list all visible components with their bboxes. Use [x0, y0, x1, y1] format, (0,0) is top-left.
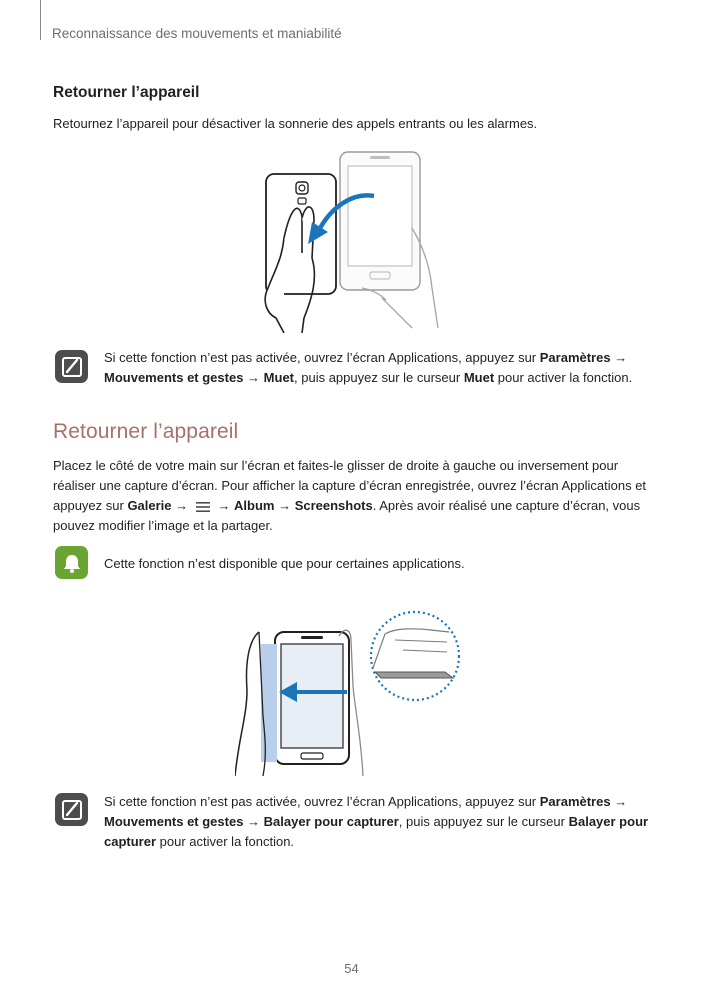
flip-note: Si cette fonction n’est pas activée, ouvrez l’écran Applications, appuyez sur Paramètres → Mouvements et gestes → Muet, puis appuyez sur le curseur Muet pour activer la fonction. [104, 350, 633, 385]
flip-description: Retournez l’appareil pour désactiver la sonnerie des appels entrants ou les alarmes. [53, 116, 538, 131]
note-icon [55, 793, 88, 826]
swipe-tip: Cette fonction n’est disponible que pour certaines applications. [104, 556, 465, 571]
header-rule [40, 0, 41, 40]
swipe-description: Placez le côté de votre main sur l’écran et faites-le glisser de droite à gauche ou inversement pour réaliser une capture d’écran. Pour afficher la capture d’écran enregistrée, ouvrez l’écran Applications et appuyez sur Galerie → → Album → Screenshots. Après avoir réalisé une capture d’écran, vous pouvez modifier l’image et la partager. [53, 458, 647, 533]
section-heading-swipe: Retourner l’appareil [53, 420, 239, 443]
page-number: 54 [344, 961, 359, 976]
chapter-title: Reconnaissance des mouvements et maniabilité [52, 26, 342, 41]
bell-icon [55, 546, 88, 579]
swipe-note: Si cette fonction n’est pas activée, ouvrez l’écran Applications, appuyez sur Paramètres → Mouvements et gestes → Balayer pour capturer, puis appuyez sur le curseur Balayer pour capturer pour activer la fonction. [104, 794, 649, 849]
menu-icon [195, 501, 211, 513]
flip-illustration [262, 148, 462, 333]
swipe-illustration [235, 606, 460, 776]
note-icon [55, 350, 88, 383]
section-heading-flip: Retourner l’appareil [53, 84, 200, 101]
zoom-circle [371, 612, 459, 700]
